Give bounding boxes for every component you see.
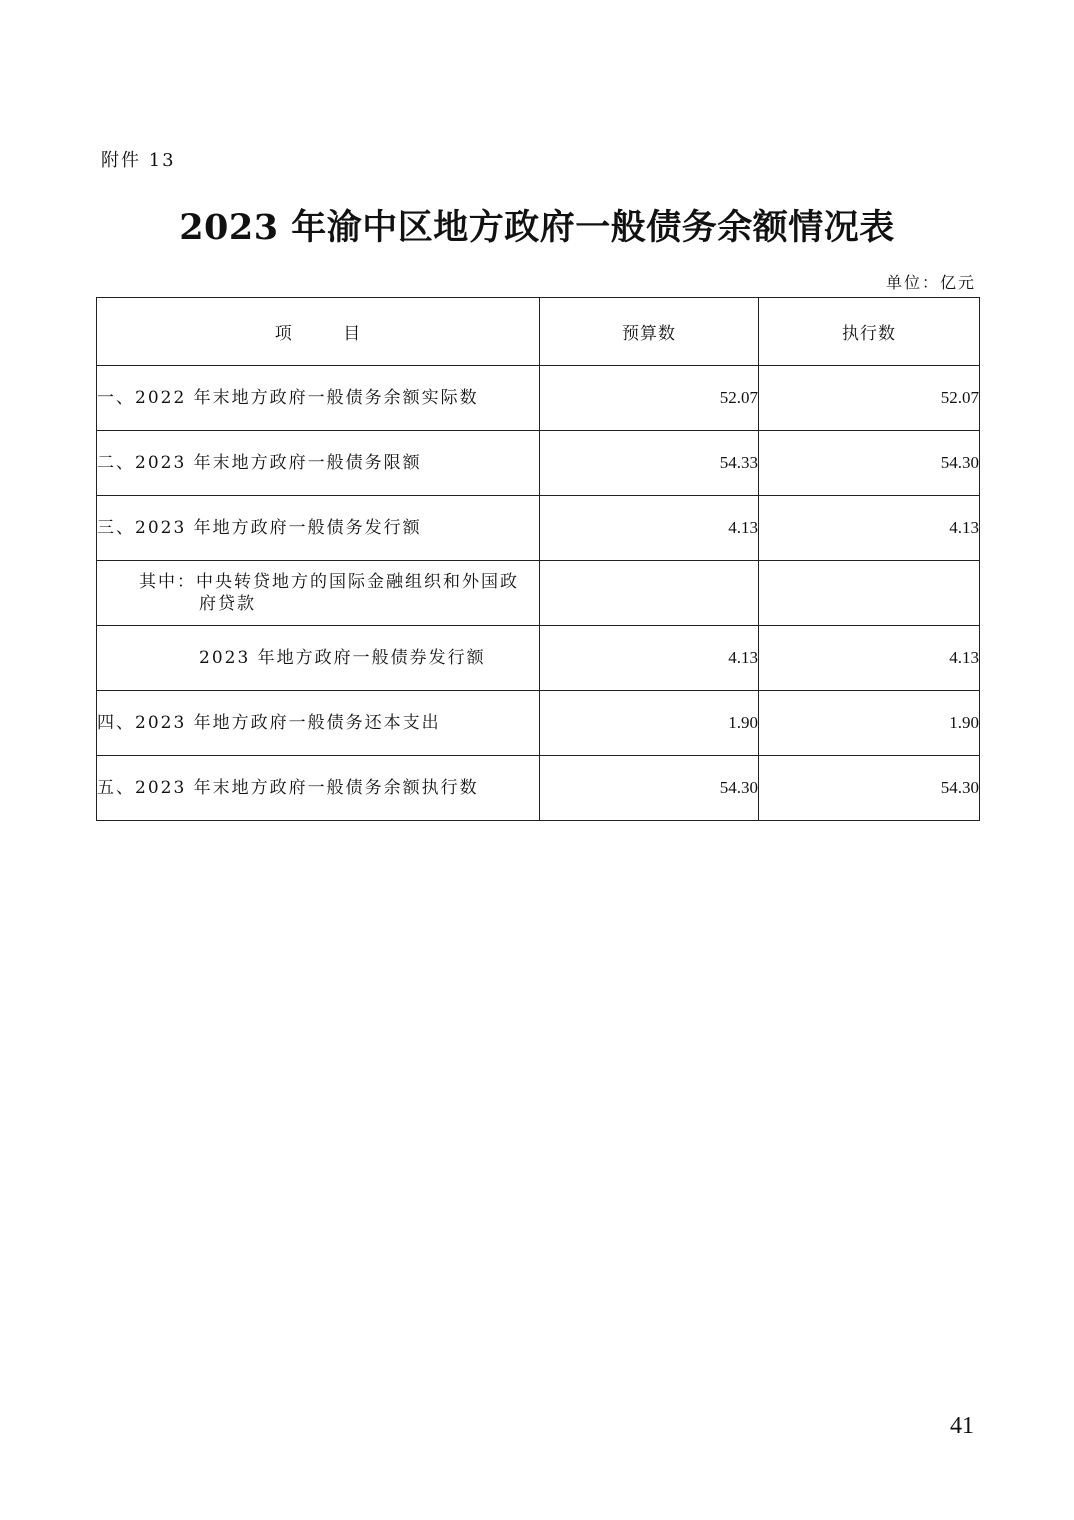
row-actual-value: 54.30 [759,431,980,496]
attachment-label: 附件 13 [101,150,176,171]
row-actual-value: 54.30 [759,756,980,821]
row-budget-value: 1.90 [540,691,759,756]
table-row [97,431,980,496]
row-budget-value: 4.13 [540,496,759,561]
table-row [97,366,980,431]
row-label [97,561,540,626]
row-label-text: 其中：中央转贷地方的国际金融组织和外国政府贷款 [139,572,519,614]
row-actual-value: 1.90 [759,691,980,756]
header-item: 项 目 [97,298,540,366]
table-row [97,691,980,756]
row-budget-value: 4.13 [540,626,759,691]
header-budget: 预算数 [540,298,759,366]
page-number: 41 [950,1413,974,1439]
page-title: 2023 年渝中区地方政府一般债务余额情况表 [179,207,895,248]
row-label: 五、2023 年末地方政府一般债务余额执行数 [97,756,540,821]
row-budget-value [540,561,759,626]
table-row [97,626,980,691]
row-label: 三、2023 年地方政府一般债务发行额 [97,496,540,561]
row-label: 2023 年地方政府一般债券发行额 [97,626,540,691]
debt-table [96,297,980,821]
table-header-row [97,298,980,366]
table-row [97,561,980,626]
row-label: 二、2023 年末地方政府一般债务限额 [97,431,540,496]
row-actual-value: 4.13 [759,626,980,691]
row-actual-value: 4.13 [759,496,980,561]
row-budget-value: 52.07 [540,366,759,431]
row-actual-value: 52.07 [759,366,980,431]
row-budget-value: 54.33 [540,431,759,496]
header-actual: 执行数 [759,298,980,366]
row-label: 一、2022 年末地方政府一般债务余额实际数 [97,366,540,431]
table-row [97,756,980,821]
unit-label: 单位：亿元 [885,273,976,292]
row-budget-value: 54.30 [540,756,759,821]
row-label: 四、2023 年地方政府一般债务还本支出 [97,691,540,756]
table-row [97,496,980,561]
row-actual-value [759,561,980,626]
